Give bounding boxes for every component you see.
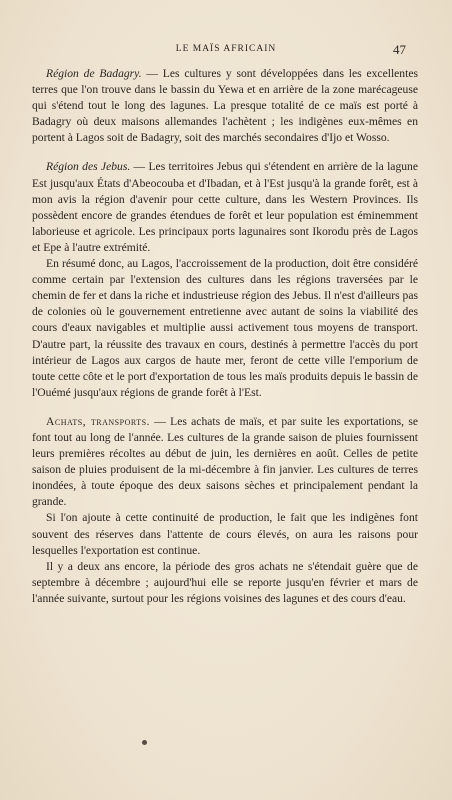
- paragraph-text: — Les cultures y sont développées dans les excellentes terres que l'on trouve dans le bassin du Yewa et en arrière de la zone marécageuse qui s'étend tout le long des lagunes. La presque totalité de ce maïs est porté à Badagry où deux maisons allemandes l'achètent ; les indigènes eux-mêmes en portent à Lagos soit de Badagry, soit des marchés secondaires d'Ijo et Wosso.: [32, 67, 418, 145]
- paragraph-text: Si l'on ajoute à cette continuité de production, le fait que les indigènes font souvent des réserves dans l'attente de cours élevés, on aura les raisons pour lesquelles l'exportation est continue.: [32, 511, 418, 557]
- paragraph: [32, 66, 418, 146]
- page-body: [32, 66, 418, 607]
- paragraph: [32, 559, 418, 607]
- paragraph-text: — Les territoires Jebus qui s'étendent en arrière de la lagune Est jusqu'aux États d'Abeocouba et d'Ibadan, et à l'Est jusqu'à la grande forêt, est à mon avis la région d'avenir pour cette culture, dans les Western Provinces. Ils possèdent encore de grandes étendues de forêt et leur population est éminemment laborieuse et agricole. Les principaux ports lagunaires sont Ikorodu près de Lagos et Epe à l'autre extrémité.: [32, 160, 418, 254]
- paragraph-gap: [32, 146, 418, 159]
- running-head: [0, 44, 452, 60]
- ink-blot: [142, 740, 147, 745]
- paragraph-gap: [32, 401, 418, 414]
- running-title: LE MAÏS AFRICAIN: [175, 44, 277, 54]
- paragraph-text: En résumé donc, au Lagos, l'accroissement de la production, doit être considéré comme certain par l'extension des cultures dans les régions traversées par le chemin de fer et dans la riche et industrieuse région des Jebus. Il n'est d'ailleurs pas de colonies où le gouvernement entretienne avec autant de soins la viabilité des cours d'eaux navigables et multiplie aussi activement tous moyens de transport. D'autre part, la réussite des travaux en cours, destinés à permettre l'accès du port intérieur de Lagos aux cargos de haute mer, feront de cette ville l'emporium de toute cette côte et le port d'exportation de tous les maïs produits depuis le bassin de l'Ouémé jusqu'aux régions de grande forêt à l'Est.: [32, 257, 419, 399]
- paragraph: [32, 159, 418, 256]
- paragraph: [32, 510, 418, 558]
- paragraph-text: — Les achats de maïs, et par suite les exportations, se font tout au long de l'année. Les cultures de la grande saison de pluies fournissent leurs premières récoltes au début de juin, les dernières en août. Celles de petite saison de pluies produisent de la mi-décembre à fin janvier. Les cultures de terres inondées, à toute époque des deux saisons sèches et principalement pendant la grande.: [32, 414, 418, 509]
- page-number: 47: [393, 42, 406, 57]
- paragraph-lead: Région de Badagry.: [46, 67, 142, 80]
- paragraph-text: Il y a deux ans encore, la période des gros achats ne s'étendait guère que de septembre à décembre ; aujourd'hui elle se reporte jusqu'en février et mars de l'année suivante, surtout pour les régions voisines des lagunes et des cours d'eau.: [32, 559, 418, 605]
- paragraph-lead: Achats, transports.: [46, 414, 150, 428]
- paragraph: [32, 256, 418, 401]
- paragraph: [32, 414, 418, 511]
- paragraph-lead: Région des Jebus.: [46, 160, 131, 174]
